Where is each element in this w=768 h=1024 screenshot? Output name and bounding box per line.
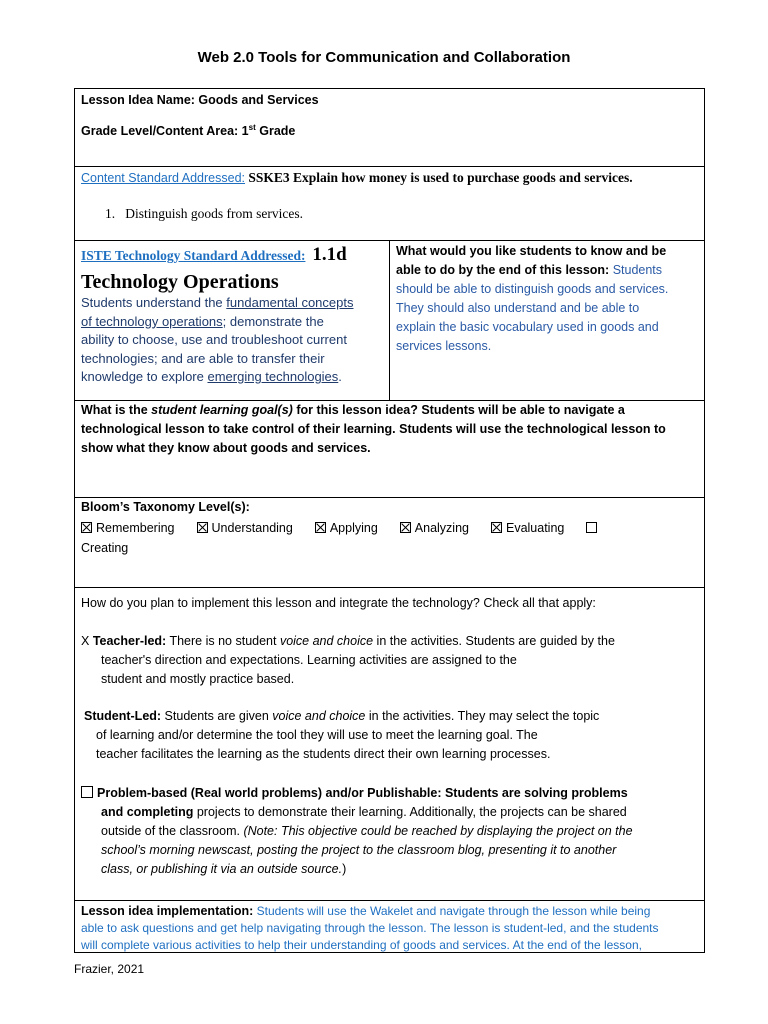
iste-desc-1: Students understand the — [81, 295, 227, 310]
iste-desc-2: ; demonstrate the — [222, 313, 324, 329]
checkbox-checked-icon[interactable] — [81, 522, 92, 533]
iste-label-line — [81, 246, 347, 265]
student-led-option — [84, 707, 701, 764]
iste-label: ISTE Technology Standard Addressed: — [81, 248, 306, 263]
bloom-option-label: Evaluating — [505, 521, 565, 535]
bloom-option-label: Understanding — [211, 521, 293, 535]
bloom-row — [75, 498, 704, 588]
know-do-line-2-answer: Students — [612, 263, 663, 277]
know-do-cell — [396, 242, 701, 356]
student-led-italic: voice and choice — [272, 709, 366, 723]
teacher-led-line-3: student and mostly practice based. — [101, 672, 295, 686]
implementation-row — [75, 901, 704, 952]
problem-based-label: Problem-based (Real world problems) and/or Publishable: Students are solving problems — [97, 786, 628, 800]
teacher-led-text-1: There is no student — [166, 634, 280, 648]
iste-desc-3: ability to choose, use and troubleshoot current — [81, 332, 347, 347]
problem-based-line-3-pre: outside of the classroom. — [101, 824, 244, 838]
content-standard-text: SSKE3 Explain how money is used to purchase goods and services. — [245, 170, 633, 185]
checkbox-unchecked-icon[interactable] — [586, 522, 597, 533]
goal-italic: student learning goal(s) — [151, 403, 293, 417]
checkbox-checked-icon[interactable] — [315, 522, 326, 533]
goal-line-3: show what they know about goods and services. — [81, 441, 371, 455]
bloom-option-label: Applying — [329, 521, 378, 535]
grade-level-suffix: Grade — [255, 124, 296, 139]
implement-question: How do you plan to implement this lesson and integrate the technology? Check all that apply: — [81, 596, 596, 610]
lesson-implementation — [81, 903, 701, 954]
implement-row — [75, 588, 704, 901]
checkbox-checked-icon[interactable] — [400, 522, 411, 533]
iste-code: 1.1d — [312, 244, 347, 265]
column-divider — [389, 241, 390, 401]
student-led-line-2: of learning and/or determine the tool they will use to meet the learning goal. The — [96, 728, 538, 742]
bloom-option-label: Remembering — [96, 521, 175, 535]
grade-level-sup: st — [248, 123, 256, 132]
know-do-line-2-bold: able to do by the end of this lesson: — [396, 263, 613, 277]
bloom-heading: Bloom’s Taxonomy Level(s): — [81, 500, 250, 514]
implementation-label: Lesson idea implementation: — [81, 904, 254, 918]
bloom-option-label: Analyzing — [414, 521, 469, 535]
student-led-text-2: in the activities. They may select the topic — [365, 709, 600, 723]
know-do-line-6: services lessons. — [396, 339, 492, 353]
problem-based-line-2: projects to demonstrate their learning. Additionally, the projects can be shared — [193, 805, 627, 819]
problem-based-line-2-bold: and completing — [101, 805, 194, 819]
list-item-text: Distinguish goods from services. — [125, 206, 303, 221]
bloom-option-analyzing[interactable] — [400, 521, 469, 535]
lesson-info-row — [75, 89, 704, 167]
goal-pre: What is the — [81, 403, 152, 417]
grade-level-text: Grade Level/Content Area: 1 — [81, 124, 249, 139]
goal-row — [75, 401, 704, 498]
know-do-line-4: They should also understand and be able to — [396, 301, 640, 315]
teacher-led-mark[interactable]: X — [81, 634, 93, 648]
problem-based-option — [81, 784, 701, 879]
iste-heading: Technology Operations — [81, 271, 279, 293]
problem-based-line-5-italic: class, or publishing it via an outside source. — [101, 862, 343, 876]
grade-level — [81, 119, 295, 140]
student-led-label: Student-Led: — [84, 709, 162, 723]
lesson-plan-table — [74, 88, 705, 953]
know-do-line-1: What would you like students to know and be — [396, 244, 667, 258]
bloom-option-understanding[interactable] — [197, 521, 293, 535]
student-led-line-3: teacher facilitates the learning as the students direct their own learning processes. — [96, 747, 551, 761]
teacher-led-italic: voice and choice — [279, 634, 374, 648]
teacher-led-line-2: teacher's direction and expectations. Learning activities are assigned to the — [101, 653, 517, 667]
iste-desc-6: . — [338, 369, 342, 384]
iste-desc-5: knowledge to explore — [81, 369, 208, 384]
content-standard-item — [105, 205, 303, 223]
checkbox-unchecked-icon[interactable] — [81, 786, 93, 798]
teacher-led-label: Teacher-led: — [92, 634, 167, 648]
bloom-option-remembering[interactable] — [81, 521, 175, 535]
bloom-option-creating-checkbox[interactable] — [586, 521, 601, 535]
implementation-line-3: will complete various activities to help their understanding of goods and services. At the end of the lesson, — [81, 938, 642, 952]
list-number: 1. — [105, 206, 116, 221]
bloom-option-applying[interactable] — [315, 521, 378, 535]
problem-based-line-3-italic: (Note: This objective could be reached by displaying the project on the — [243, 824, 633, 838]
iste-desc-4: technologies; and are able to transfer their — [81, 350, 325, 366]
iste-description — [81, 294, 386, 387]
goal-line-2: technological lesson to take control of their learning. Students will use the technological lesson to — [81, 422, 666, 436]
problem-based-line-4: school’s morning newscast, posting the project to the classroom blog, presenting it to another — [101, 843, 617, 857]
content-standard — [81, 169, 633, 187]
implementation-line-2: able to ask questions and get help navigating through the lesson. The lesson is student-led, and the students — [81, 921, 659, 935]
bloom-option-evaluating[interactable] — [491, 521, 564, 535]
teacher-led-text-2: in the activities. Students are guided by the — [373, 634, 615, 648]
problem-based-line-5-end: ) — [342, 862, 347, 876]
implementation-line-1: Students will use the Wakelet and navigate through the lesson while being — [253, 904, 651, 918]
document-title: Web 2.0 Tools for Communication and Collaboration — [197, 49, 571, 66]
checkbox-checked-icon[interactable] — [197, 522, 208, 533]
know-do-line-5: explain the basic vocabulary used in goods and — [396, 320, 659, 334]
teacher-led-option — [81, 632, 701, 689]
lesson-name: Lesson Idea Name: Goods and Services — [81, 93, 319, 107]
know-do-line-3: should be able to distinguish goods and services. — [396, 282, 669, 296]
bloom-checkbox-list — [81, 518, 701, 558]
iste-link-operations[interactable]: of technology operations — [81, 313, 223, 329]
iste-link-emerging[interactable]: emerging technologies — [207, 369, 339, 384]
iste-link-concepts[interactable]: fundamental concepts — [226, 295, 354, 310]
content-standard-label: Content Standard Addressed: — [81, 171, 246, 185]
student-led-text-1: Students are given — [161, 709, 273, 723]
content-standard-row — [75, 167, 704, 241]
checkbox-checked-icon[interactable] — [491, 522, 502, 533]
footer-author: Frazier, 2021 — [74, 962, 145, 976]
bloom-option-creating: Creating — [81, 541, 129, 555]
learning-goal — [81, 401, 701, 458]
goal-post: for this lesson idea? Students will be able to navigate a — [292, 403, 625, 417]
